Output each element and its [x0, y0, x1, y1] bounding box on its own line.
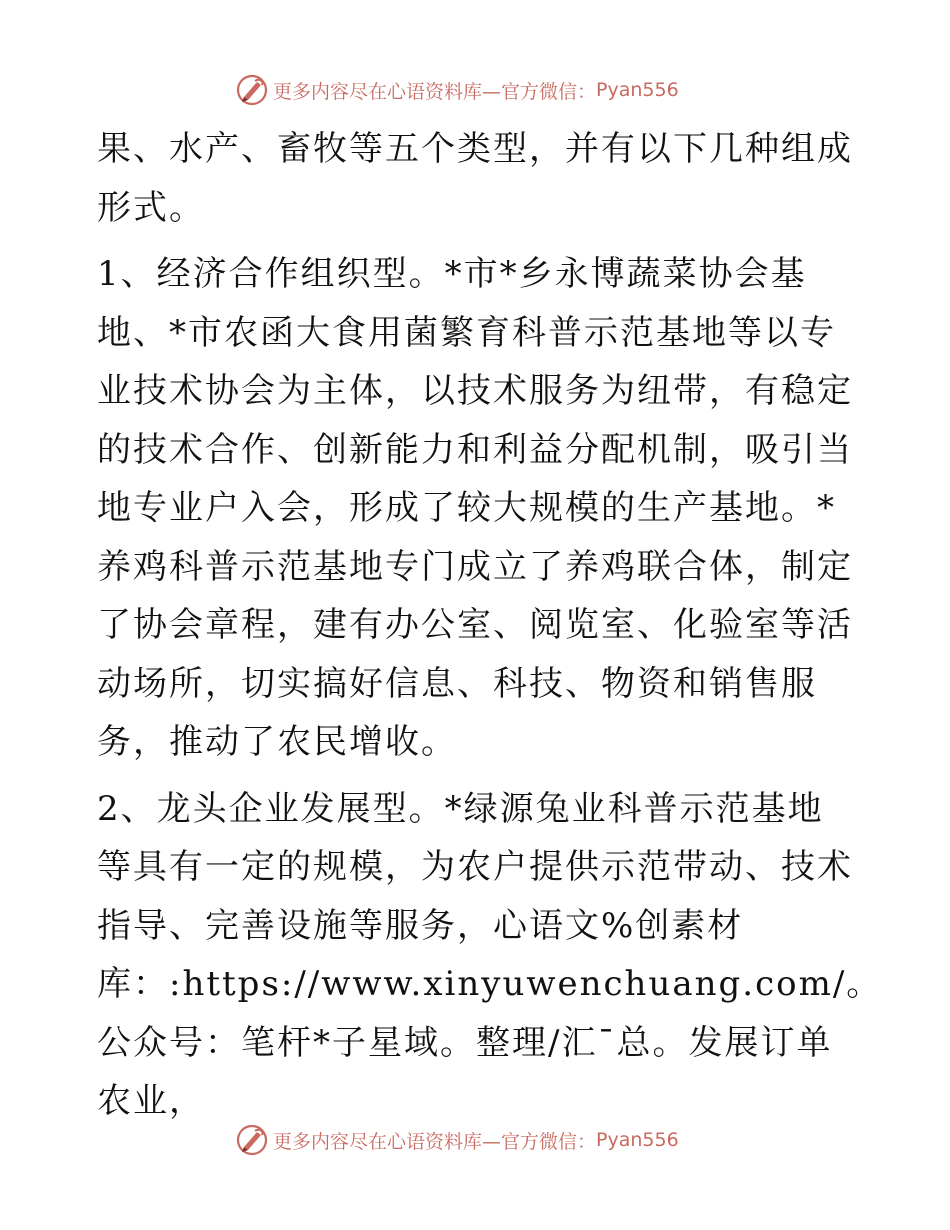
paragraph-intro: 果、水产、畜牧等五个类型，并有以下几种组成形式。 [97, 129, 853, 228]
watermark-text: 更多内容尽在心语资料库—官方微信： [273, 1130, 597, 1153]
footer-watermark [235, 1122, 679, 1158]
watermark-wechat-id: Pyan556 [596, 79, 679, 101]
header-watermark [235, 72, 679, 108]
pen-logo-icon [235, 73, 269, 107]
paragraph-economic-cooperation: 1、经济合作组织型。*市*乡永博蔬菜协会基地、*市农函大食用菌繁育科普示范基地等以专业技术协会为主体，以技术服务为纽带，有稳定的技术合作、创新能力和利益分配机制，吸引当地专业户入会，形成了较大规模的生产基地。*养鸡科普示范基地专门成立了养鸡联合体，制定了协会章程，建有办公室、阅览室、化验室等活动场所，切实搞好信息、科技、物资和销售服务，推动了农民增收。 [97, 254, 853, 762]
pen-logo-icon [235, 1123, 269, 1157]
paragraph-leading-enterprise: 2、龙头企业发展型。*绿源兔业科普示范基地等具有一定的规模，为农户提供示范带动、技术指导、完善设施等服务，心语文%创素材库：:https://www.xinyuwenchuang.com/。公众号：笔杆*子星域。整理/汇¯总。发展订单农业， [97, 788, 883, 1121]
document-body [97, 120, 883, 1131]
watermark-text: 更多内容尽在心语资料库—官方微信： [273, 80, 597, 103]
watermark-wechat-id: Pyan556 [596, 1129, 679, 1151]
